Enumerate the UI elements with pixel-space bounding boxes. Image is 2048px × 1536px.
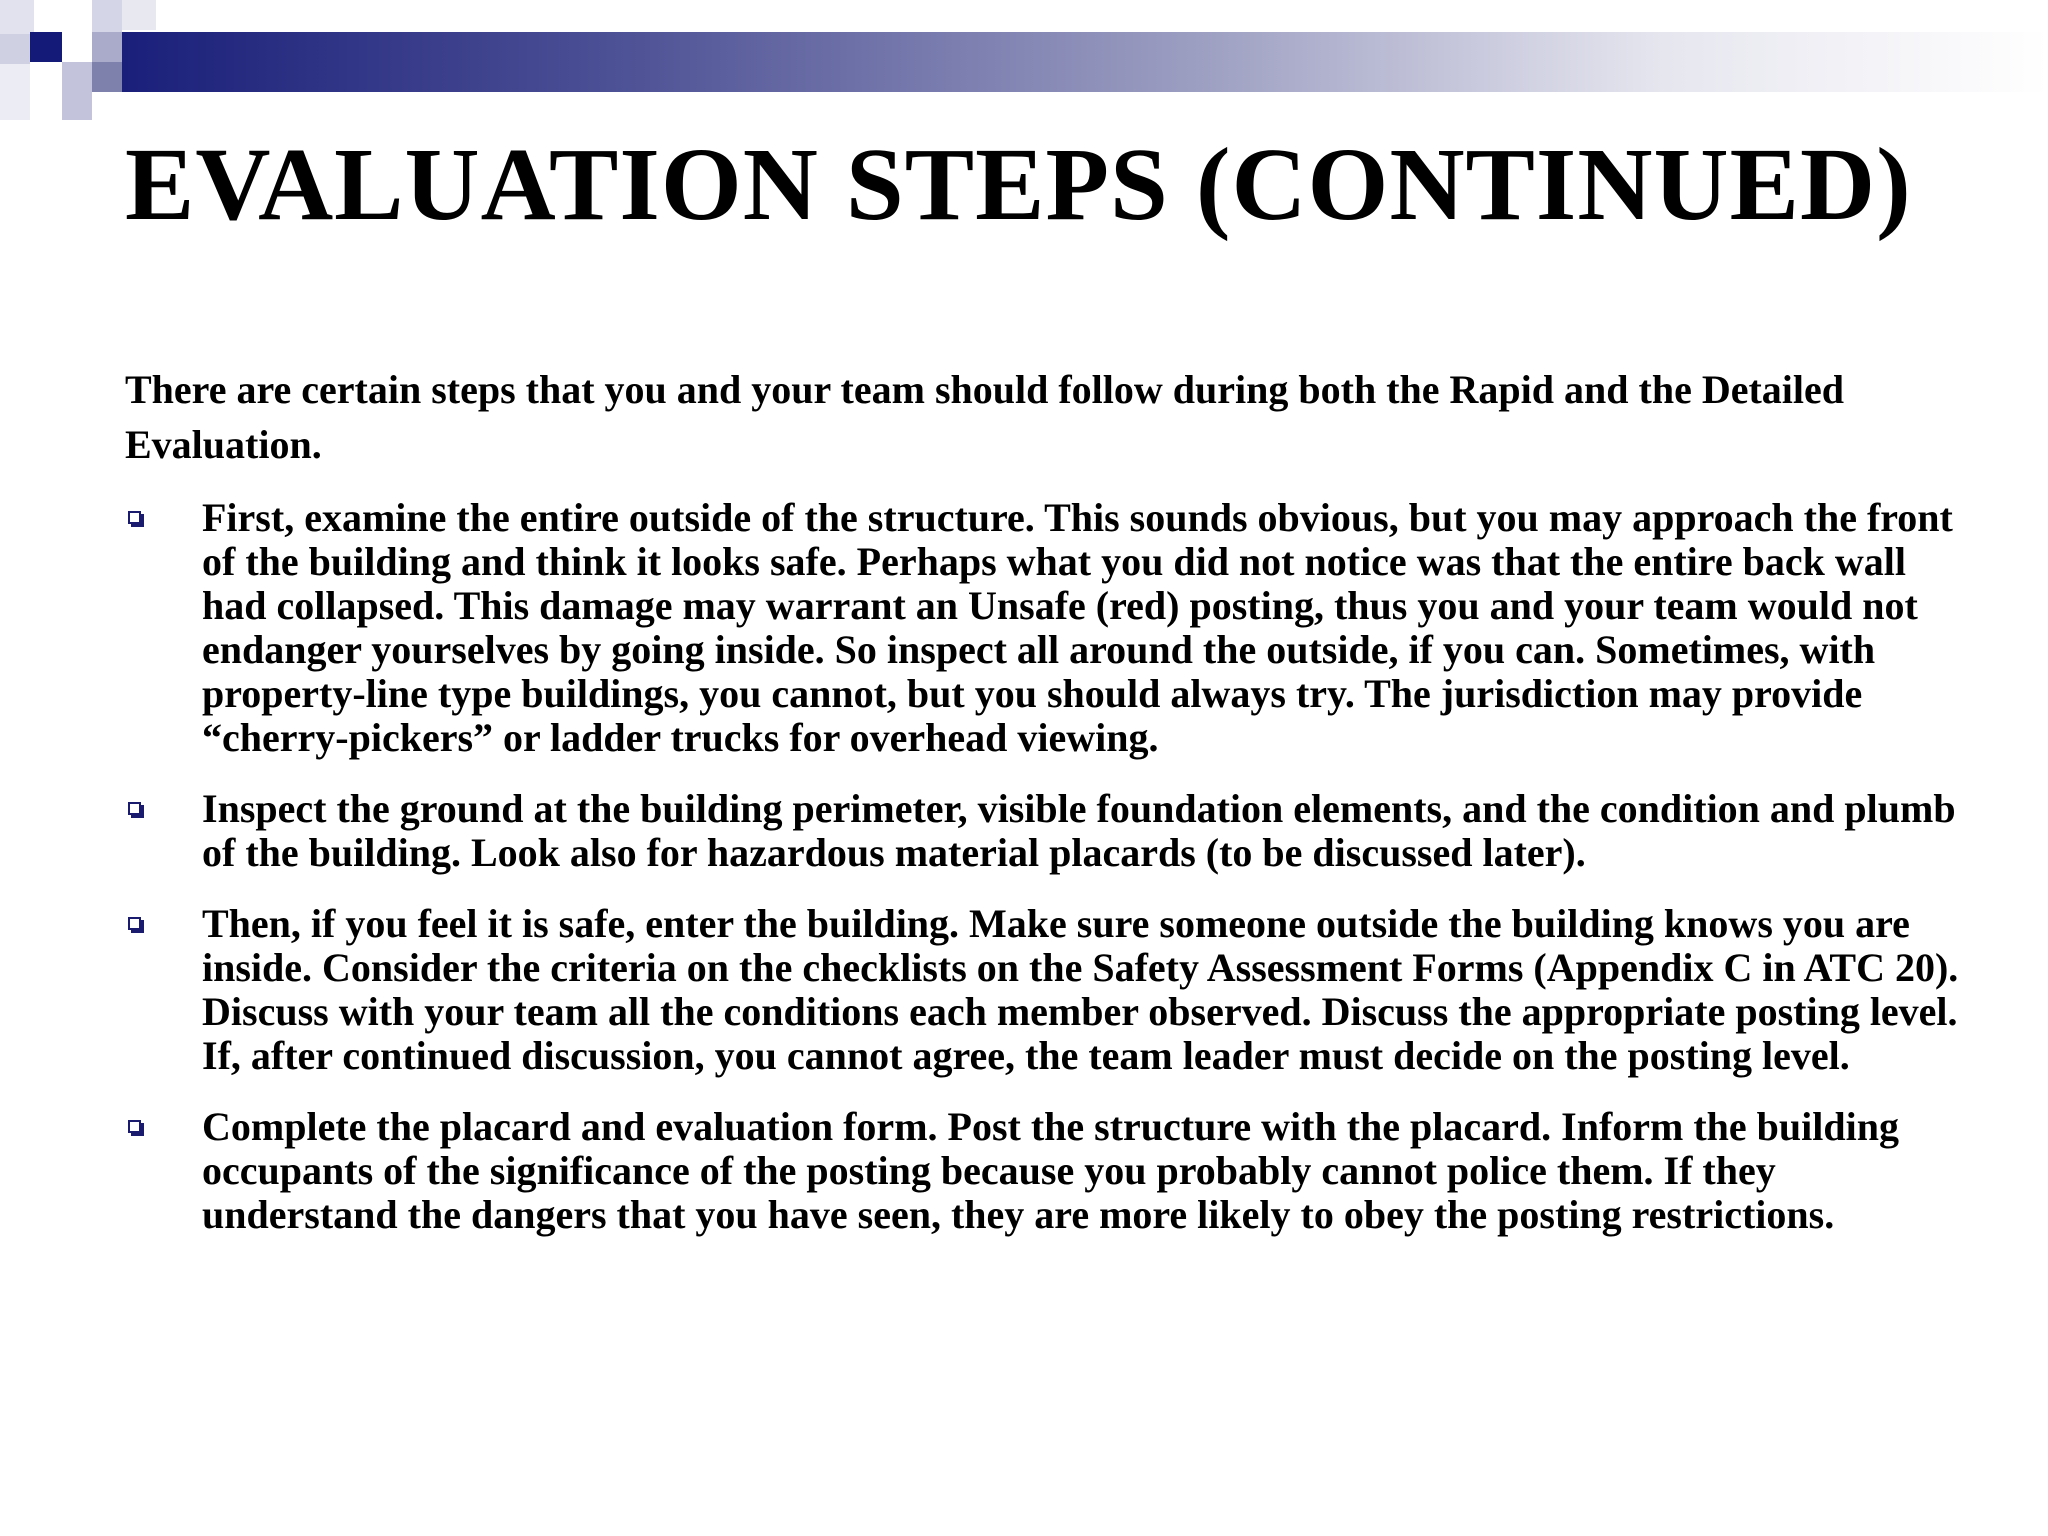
hollow-square-bullet-icon: [128, 917, 141, 930]
list-item-text: Complete the placard and evaluation form. Post the structure with the placard. Inform the building occupants of the significance of the posting because you probably cannot police them. If they understand the dangers that you have seen, they are more likely to obey the posting restrictions.: [202, 1104, 1899, 1237]
decor-square: [0, 34, 30, 64]
decor-square: [62, 62, 92, 120]
decor-square: [92, 0, 122, 32]
steps-list: [125, 496, 1965, 1237]
decor-square: [62, 32, 92, 62]
decor-square: [92, 62, 122, 92]
list-item: [125, 496, 1965, 760]
slide-body: [125, 362, 1965, 1264]
decor-square: [92, 32, 122, 62]
list-item: [125, 1105, 1965, 1237]
list-item-text: Inspect the ground at the building perimeter, visible foundation elements, and the condition and plumb of the building. Look also for hazardous material placards (to be discussed later).: [202, 786, 1956, 875]
intro-paragraph: There are certain steps that you and your team should follow during both the Rapid and the Detailed Evaluation.: [125, 367, 1845, 467]
header-gradient-bar: [122, 32, 2048, 92]
decor-square: [30, 62, 62, 92]
list-item: [125, 787, 1965, 875]
slide-title: EVALUATION STEPS (CONTINUED): [125, 127, 1912, 242]
list-item: [125, 902, 1965, 1078]
list-item-text: First, examine the entire outside of the structure. This sounds obvious, but you may approach the front of the building and think it looks safe. Perhaps what you did not notice was that the entire back wall had collapsed. This damage may warrant an Unsafe (red) posting, thus you and your team would not endanger yourselves by going inside. So inspect all around the outside, if you can. Sometimes, with property-line type buildings, you cannot, but you should always try. The jurisdiction may provide “cherry-pickers” or ladder trucks for overhead viewing.: [202, 495, 1953, 760]
hollow-square-bullet-icon: [128, 511, 141, 524]
hollow-square-bullet-icon: [128, 802, 141, 815]
decor-square: [0, 64, 30, 120]
header-decoration: [0, 0, 2048, 130]
hollow-square-bullet-icon: [128, 1120, 141, 1133]
decor-square: [0, 0, 34, 34]
decor-square: [122, 0, 156, 30]
list-item-text: Then, if you feel it is safe, enter the building. Make sure someone outside the building knows you are inside. Consider the criteria on the checklists on the Safety Assessment Forms (Appendix C in ATC 20). Discuss with your team all the conditions each member observed. Discuss the appropriate posting level. If, after continued discussion, you cannot agree, the team leader must decide on the posting level.: [202, 901, 1959, 1078]
decor-square: [30, 32, 62, 62]
